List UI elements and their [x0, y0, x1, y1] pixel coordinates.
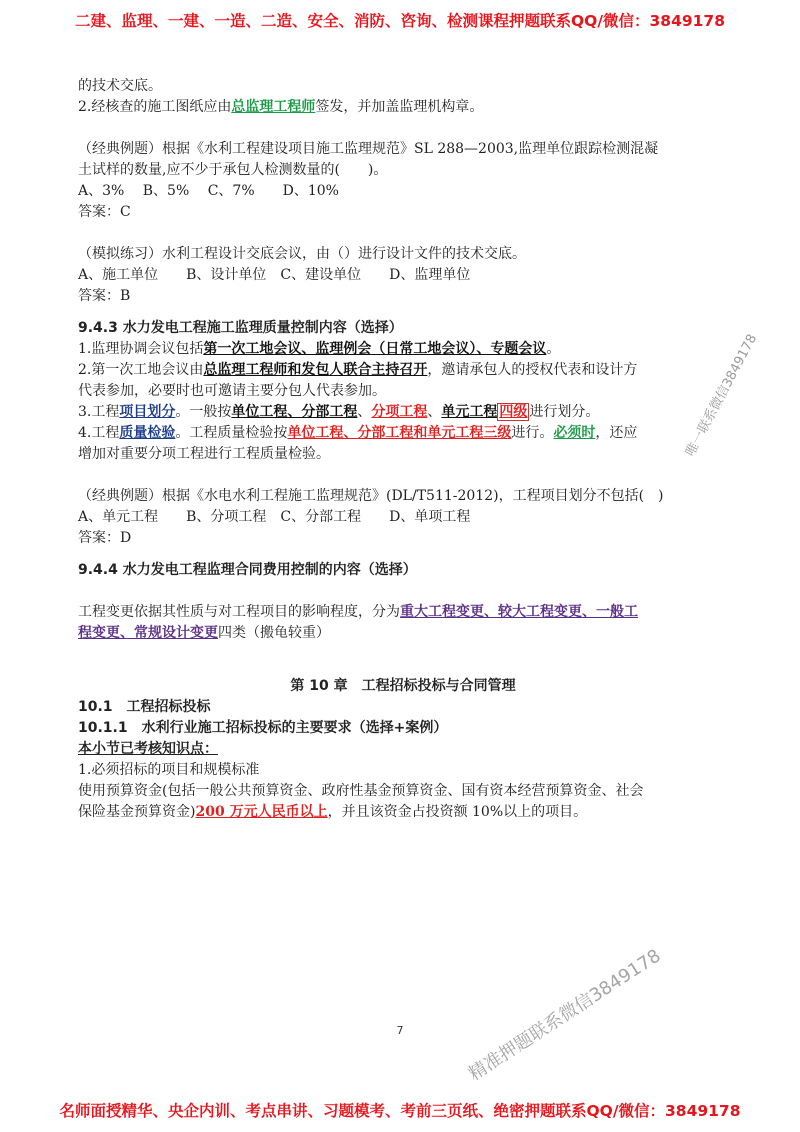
- document-body: [78, 76, 728, 823]
- text-run: 签发，并加盖监理机构章。: [315, 99, 484, 115]
- text-line: [78, 286, 728, 307]
- text-line: [78, 602, 728, 623]
- highlight-term: 单位工程、分部工程: [231, 404, 358, 420]
- side-watermark: 唯一联系微信3849178: [683, 331, 761, 459]
- section-heading: 9.4.3 水力发电工程施工监理质量控制内容（选择）: [78, 320, 403, 336]
- answer: 答案：B: [78, 288, 131, 304]
- text-run: 土试样的数量,应不少于承包人检测数量的( )。: [78, 162, 388, 178]
- highlight-term: 质量检验: [119, 425, 176, 441]
- text-run: 工程变更依据其性质与对工程项目的影响程度，分为: [78, 604, 400, 620]
- highlight-term: 重大工程变更、较大工程变更、一般工: [400, 604, 638, 620]
- text-run: 4.工程: [78, 425, 120, 441]
- text-run: 四类（搬龟较重）: [218, 625, 330, 641]
- answer: 答案：C: [78, 204, 131, 220]
- text-line: [78, 623, 728, 644]
- text-run: 、: [427, 404, 442, 420]
- text-run: 1.监理协调会议包括: [78, 341, 204, 357]
- text-line: [78, 402, 728, 423]
- text-run: 2.第一次工地会议由: [78, 362, 204, 378]
- highlight-term: 单元工程: [441, 404, 498, 420]
- text-run: 使用预算资金(包括一般公共预算资金、政府性基金预算资金、国有资本经营预算资金、社会: [78, 783, 644, 799]
- text-run: ，并且该资金占投资额 10%以上的项目。: [327, 804, 588, 820]
- section-heading: 10.1 工程招标投标: [78, 699, 211, 715]
- chapter-title: 第 10 章 工程招标投标与合同管理: [290, 678, 516, 694]
- bottom-watermark: 精准押题联系微信3849178: [465, 945, 665, 1086]
- text-run: 3.工程: [78, 404, 120, 420]
- text-run: 、: [357, 404, 372, 420]
- text-line: [78, 423, 728, 444]
- answer-options: A、3% B、5% C、7% D、10%: [78, 183, 339, 199]
- text-line: [78, 244, 728, 265]
- highlight-term: 四级: [499, 404, 528, 420]
- text-run: 增加对重要分项工程进行工程质量检验。: [78, 446, 330, 462]
- text-run: 2.经核查的施工图纸应由: [78, 99, 232, 115]
- top-banner: 二建、监理、一建、一造、二造、安全、消防、咨询、检测课程押题联系QQ/微信：3849178: [74, 12, 725, 30]
- text-run: 1.必须招标的项目和规模标准: [78, 762, 260, 778]
- text-run: 进行。: [511, 425, 554, 441]
- text-run: （经典例题）根据《水利工程建设项目施工监理规范》SL 288—2003,监理单位跟踪检测混凝: [78, 141, 659, 157]
- highlight-term: 总监理工程师和发包人联合主持召开: [203, 362, 428, 378]
- text-run: 本小节已考核知识点：: [78, 741, 218, 757]
- highlight-term: 分项工程: [371, 404, 428, 420]
- text-run: （经典例题）根据《水电水利工程施工监理规范》(DL/T511-2012)，工程项目划分不包括( ): [78, 488, 664, 504]
- text-line: [78, 760, 728, 781]
- section-heading: 10.1.1 水利行业施工招标投标的主要要求（选择+案例）: [78, 720, 448, 736]
- text-line: [78, 265, 728, 286]
- text-line: [78, 360, 728, 381]
- text-run: 。一般按: [175, 404, 232, 420]
- section-heading: 9.4.4 水力发电工程监理合同费用控制的内容（选择）: [78, 562, 417, 578]
- answer-options: A、施工单位 B、设计单位 C、建设单位 D、监理单位: [78, 267, 471, 283]
- text-run: ，还应: [595, 425, 638, 441]
- text-line: [78, 139, 728, 160]
- text-run: 代表参加，必要时也可邀请主要分包人代表参加。: [78, 383, 386, 399]
- subsection-note: [78, 739, 728, 760]
- highlight-term: 程变更、常规设计变更: [78, 625, 218, 641]
- text-line: [78, 97, 728, 118]
- text-line: [78, 76, 728, 97]
- text-line: [78, 507, 728, 528]
- text-line: [78, 181, 728, 202]
- highlight-term: 第一次工地会议、监理例会（日常工地会议）、专题会议: [203, 341, 547, 357]
- text-line: [78, 781, 728, 802]
- text-line: [78, 339, 728, 360]
- text-run: （模拟练习）水利工程设计交底会议，由（）进行设计文件的技术交底。: [78, 246, 526, 262]
- text-line: [78, 802, 728, 823]
- highlight-term: 项目划分: [119, 404, 176, 420]
- text-line: [78, 486, 728, 507]
- highlight-term: 单位工程、分部工程和单元工程三级: [287, 425, 512, 441]
- text-run: 。工程质量检验按: [175, 425, 288, 441]
- text-run: 进行划分。: [529, 404, 600, 420]
- text-run: 保险基金预算资金): [78, 804, 196, 820]
- text-line: [78, 202, 728, 223]
- highlight-term: 200 万元人民币以上: [195, 804, 328, 820]
- highlight-term: 必须时: [553, 425, 596, 441]
- text-line: [78, 381, 728, 402]
- bottom-banner: 名师面授精华、央企内训、考点串讲、习题模考、考前三页纸、绝密押题联系QQ/微信：3849178: [59, 1102, 741, 1120]
- text-line: [78, 528, 728, 549]
- answer-options: A、单元工程 B、分项工程 C、分部工程 D、单项工程: [78, 509, 471, 525]
- answer: 答案：D: [78, 530, 132, 546]
- highlight-term: 总监理工程师: [231, 99, 316, 115]
- text-run: 的技术交底。: [78, 78, 162, 94]
- page-number: 7: [396, 1024, 404, 1037]
- text-line: [78, 444, 728, 465]
- text-run: ，邀请承包人的授权代表和设计方: [427, 362, 638, 378]
- text-run: 。: [546, 341, 561, 357]
- text-line: [78, 160, 728, 181]
